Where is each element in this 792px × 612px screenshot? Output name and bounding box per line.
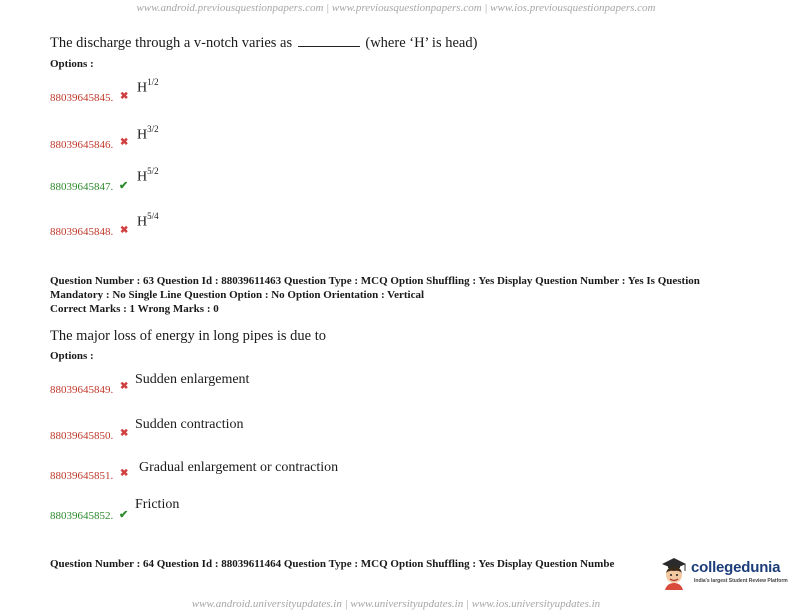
wrong-cross-icon: ✖ xyxy=(120,137,129,148)
options-label: Options : xyxy=(50,350,94,362)
logo-tagline: India's largest Student Review Platform xyxy=(694,578,788,584)
wrong-cross-icon: ✖ xyxy=(120,468,129,479)
option-base: H xyxy=(137,127,148,143)
footer-url-line: www.android.universityupdates.in | www.universityupdates.in | www.ios.universityupdates.in xyxy=(191,598,601,610)
option-id: 88039645851. xyxy=(50,470,114,482)
option-value xyxy=(137,212,159,231)
wrong-cross-icon: ✖ xyxy=(120,381,129,392)
option-id: 88039645848. xyxy=(50,226,114,238)
option-base: H xyxy=(137,80,148,96)
marks-line: Correct Marks : 1 Wrong Marks : 0 xyxy=(50,303,219,315)
option-id: 88039645849. xyxy=(50,384,114,396)
collegedunia-logo xyxy=(659,554,789,594)
wrong-cross-icon: ✖ xyxy=(120,428,129,439)
question-62-text-before: The discharge through a v-notch varies as xyxy=(50,35,293,51)
logo-wordmark: collegedunia xyxy=(691,559,781,576)
option-id: 88039645845. xyxy=(50,92,114,104)
option-text: Sudden contraction xyxy=(135,417,244,432)
option-exponent: 1/2 xyxy=(147,77,159,87)
option-id: 88039645850. xyxy=(50,430,114,442)
question-meta-line: Mandatory : No Single Line Question Option : No Option Orientation : Vertical xyxy=(50,288,425,301)
question-63-text: The major loss of energy in long pipes is due to xyxy=(50,328,326,344)
question-62-text-after: (where ‘H’ is head) xyxy=(365,35,478,51)
option-value xyxy=(137,125,159,144)
option-base: H xyxy=(137,169,148,185)
option-text: Friction xyxy=(135,497,180,512)
student-mascot-icon xyxy=(659,556,689,590)
wrong-cross-icon: ✖ xyxy=(120,91,129,102)
option-value xyxy=(137,167,159,186)
option-base: H xyxy=(137,214,148,230)
wrong-cross-icon: ✖ xyxy=(120,225,129,236)
question-62-text xyxy=(50,35,477,52)
option-text: Sudden enlargement xyxy=(135,372,250,387)
question-meta-line: Question Number : 63 Question Id : 88039611463 Question Type : MCQ Option Shuffling : Yes Display Question Number : Yes Is Question xyxy=(50,275,700,287)
option-exponent: 5/4 xyxy=(147,211,159,221)
correct-check-icon: ✔ xyxy=(119,180,129,192)
option-id: 88039645852. xyxy=(50,510,114,522)
option-value xyxy=(137,78,159,97)
options-label: Options : xyxy=(50,58,94,70)
option-text: Gradual enlargement or contraction xyxy=(139,460,339,475)
question-64-meta: Question Number : 64 Question Id : 88039611464 Question Type : MCQ Option Shuffling : Yes Display Question Numbe xyxy=(50,558,615,570)
option-id: 88039645846. xyxy=(50,139,114,151)
question-63-meta xyxy=(50,275,785,317)
header-url-line: www.android.previousquestionpapers.com | www.previousquestionpapers.com | www.ios.previousquestionpapers.com xyxy=(136,2,656,14)
option-exponent: 3/2 xyxy=(147,124,159,134)
correct-check-icon: ✔ xyxy=(119,509,129,521)
option-id: 88039645847. xyxy=(50,181,114,193)
option-exponent: 5/2 xyxy=(147,166,159,176)
answer-blank xyxy=(298,45,360,47)
